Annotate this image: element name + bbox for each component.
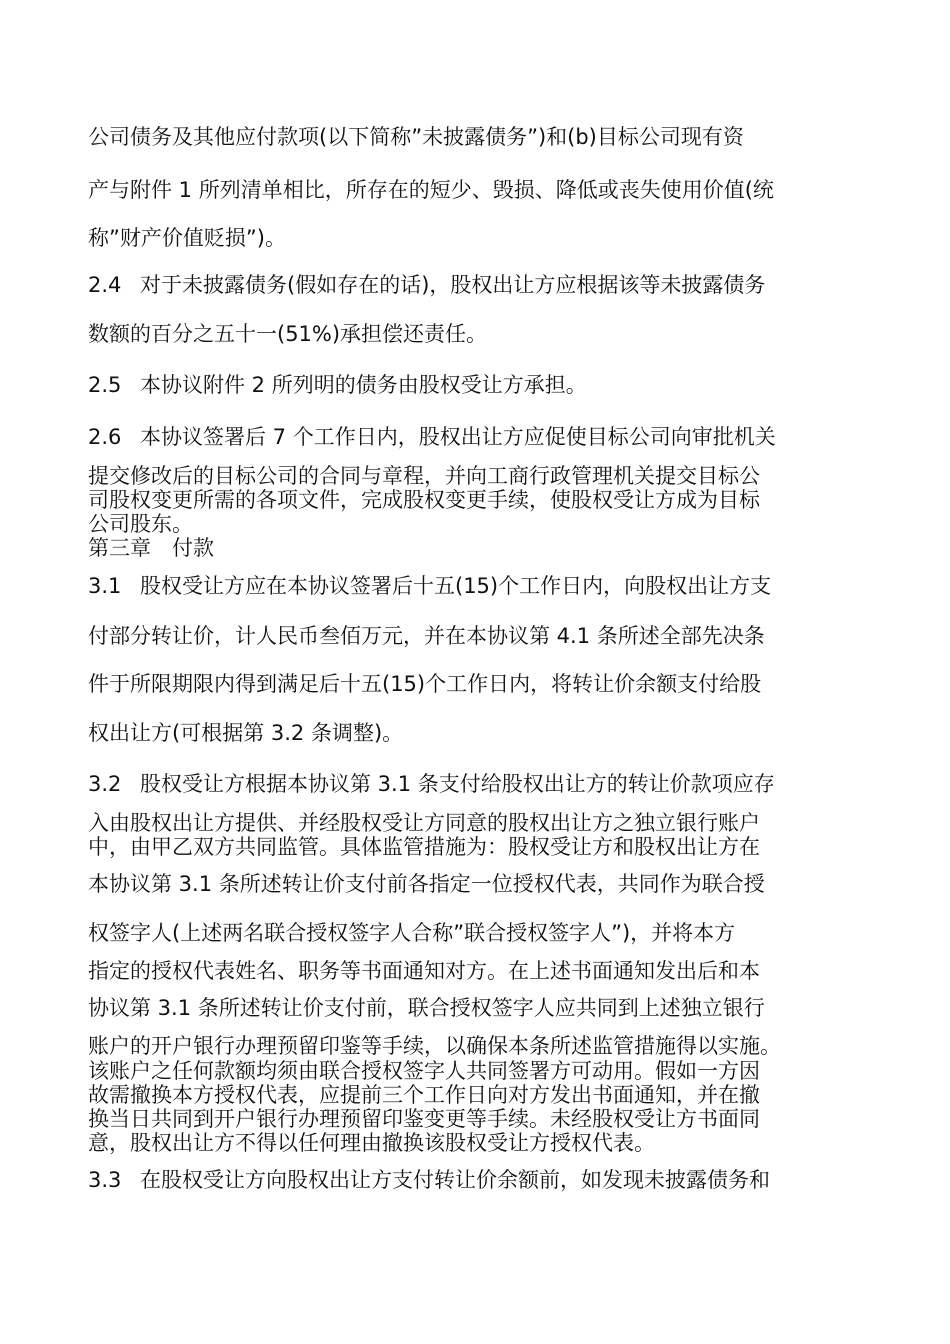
text-line: 产与附件 1 所列清单相比，所存在的短少、毁损、降低或丧失使用价值(统 [88, 178, 774, 202]
text-line: 称”财产价值贬损”)。 [88, 226, 286, 250]
clause-number: 3.2 [88, 772, 122, 796]
text-line: 司股权变更所需的各项文件，完成股权变更手续，使股权受让方成为目标 [88, 488, 760, 512]
clause-number: 2.6 [88, 425, 122, 449]
text-line: 公司债务及其他应付款项(以下简称”未披露债务”)和(b)目标公司现有资 [88, 125, 744, 149]
text-line: 指定的授权代表姓名、职务等书面通知对方。在上述书面通知发出后和本 [88, 959, 760, 983]
text-line: 账户的开户银行办理预留印鉴等手续，以确保本条所述监管措施得以实施。 [88, 1034, 781, 1058]
text-line: 协议第 3.1 条所述转让价支付前，联合授权签字人应共同到上述独立银行 [88, 996, 765, 1020]
text-line: 权签字人(上述两名联合授权签字人合称”联合授权签字人”)，并将本方 [88, 921, 736, 945]
clause-2-5: 2.5 本协议附件 2 所列明的债务由股权受让方承担。 [88, 373, 587, 397]
text-line: 权出让方(可根据第 3.2 条调整)。 [88, 721, 404, 745]
clause-3-3: 3.3 在股权受让方向股权出让方支付转让价余额前，如发现未披露债务和 [88, 1168, 770, 1192]
clause-number: 3.1 [88, 574, 122, 598]
text-line: 付部分转让价，计人民币叁佰万元，并在本协议第 4.1 条所述全部先决条 [88, 624, 765, 648]
text-line: 数额的百分之五十一(51%)承担偿还责任。 [88, 322, 488, 346]
text-line: 入由股权出让方提供、并经股权受让方同意的股权出让方之独立银行账户 [88, 811, 760, 835]
text-line: 该账户之任何款额均须由联合授权签字人共同签署方可动用。假如一方因 [88, 1059, 760, 1083]
text-line: 提交修改后的目标公司的合同与章程，并向工商行政管理机关提交目标公 [88, 464, 760, 488]
text-line: 件于所限期限内得到满足后十五(15)个工作日内，将转让价余额支付给股 [88, 672, 762, 696]
clause-2-6: 2.6 本协议签署后 7 个工作日内，股权出让方应促使目标公司向审批机关 [88, 425, 776, 449]
text-line: 本协议第 3.1 条所述转让价支付前各指定一位授权代表，共同作为联合授 [88, 872, 765, 896]
text-line: 故需撤换本方授权代表，应提前三个工作日向对方发出书面通知，并在撤 [88, 1083, 760, 1107]
text-line: 换当日共同到开户银行办理预留印鉴变更等手续。未经股权受让方书面同 [88, 1107, 760, 1131]
text-line: 意，股权出让方不得以任何理由撤换该股权受让方授权代表。 [88, 1131, 655, 1155]
text-line: 中，由甲乙双方共同监管。具体监管措施为：股权受让方和股权出让方在 [88, 835, 760, 859]
clause-number: 2.4 [88, 273, 122, 297]
chapter-heading: 第三章 付款 [88, 536, 214, 560]
text-line: 公司股东。 [88, 512, 193, 536]
clause-3-2: 3.2 股权受让方根据本协议第 3.1 条支付给股权出让方的转让价款项应存 [88, 772, 775, 796]
clause-2-4: 2.4 对于未披露债务(假如存在的话)，股权出让方应根据该等未披露债务 [88, 273, 766, 297]
clause-3-1: 3.1 股权受让方应在本协议签署后十五(15)个工作日内，向股权出让方支 [88, 574, 772, 598]
clause-number: 2.5 [88, 373, 122, 397]
clause-number: 3.3 [88, 1168, 122, 1192]
